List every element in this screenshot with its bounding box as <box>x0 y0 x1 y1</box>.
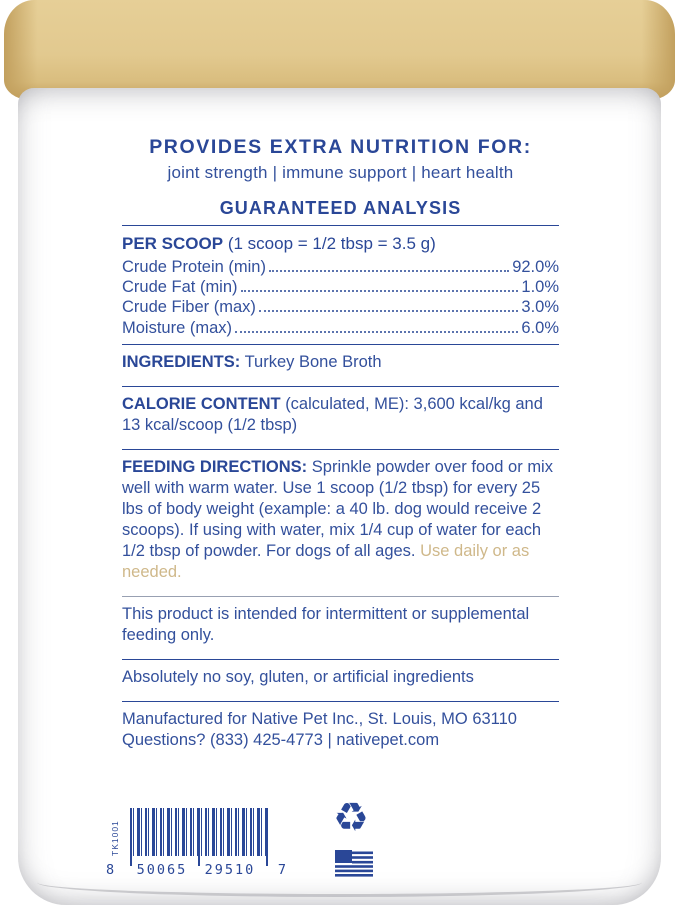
table-row <box>122 257 559 277</box>
feeding-directions-body: Sprinkle powder over food or mix well with warm water. Use 1 scoop (1/2 tbsp) for every 25 lbs of body weight (example: a 40 lb. dog would receive 2 scoops). If using with water, mix 1/4 cup of water for each 1/2 tbsp of powder. For dogs of all ages. <box>122 457 553 560</box>
nutrient-value: 92.0% <box>512 258 559 276</box>
barcode-digit-group: 29510 <box>204 862 256 878</box>
manufacturer-line2: Questions? (833) 425-4773 | nativepet.com <box>122 730 440 749</box>
nutrient-name: Moisture (max) <box>122 318 233 337</box>
sku-code: TK1001 <box>110 820 120 856</box>
ingredients-value: Turkey Bone Broth <box>244 352 382 371</box>
manufacturer-line1: Manufactured for Native Pet Inc., St. Louis, MO 63110 <box>122 709 517 728</box>
analysis-table <box>122 257 559 338</box>
dot-leader <box>259 310 519 312</box>
nutrient-value: 3.0% <box>521 298 559 317</box>
manufacturer-info <box>122 702 559 758</box>
per-scoop-label: PER SCOOP <box>122 234 224 253</box>
no-artificial-statement: Absolutely no soy, gluten, or artificial ingredients <box>122 667 474 686</box>
calorie-content-section <box>122 387 559 443</box>
nutrient-name: Crude Fiber (max) <box>122 298 256 317</box>
barcode-digit-group: 50065 <box>136 862 188 878</box>
recycle-icon: ♻ <box>333 796 369 840</box>
per-scoop-detail: (1 scoop = 1/2 tbsp = 3.5 g) <box>227 234 436 253</box>
us-flag-icon <box>335 850 373 878</box>
dot-leader <box>235 331 518 333</box>
upc-barcode <box>106 804 326 884</box>
nutrient-value: 1.0% <box>521 278 559 297</box>
feeding-directions-label: FEEDING DIRECTIONS: <box>122 457 308 476</box>
canister-lid <box>4 0 675 100</box>
nutrient-name: Crude Fat (min) <box>122 278 238 297</box>
barcode-digits <box>106 862 286 878</box>
benefits-line: joint strength | immune support | heart health <box>167 163 514 182</box>
ingredients-section <box>122 345 559 380</box>
table-row <box>122 318 559 338</box>
dot-leader <box>269 270 509 272</box>
intermittent-feeding-statement: This product is intended for intermittent or supplemental feeding only. <box>122 604 530 644</box>
nutrient-name: Crude Protein (min) <box>122 258 266 276</box>
provides-title: PROVIDES EXTRA NUTRITION FOR: <box>149 136 532 158</box>
barcode-guard-bar <box>266 808 268 866</box>
barcode-guard-bar <box>130 808 132 866</box>
calorie-content-label: CALORIE CONTENT <box>122 394 281 413</box>
feeding-directions-highlight: Use daily or as needed. <box>122 541 530 581</box>
canister-body <box>18 88 661 905</box>
barcode-guard-bar <box>198 808 200 866</box>
ingredients-label: INGREDIENTS: <box>122 352 241 371</box>
table-row <box>122 297 559 317</box>
divider <box>122 225 559 226</box>
barcode-digit-group: 7 <box>277 862 286 878</box>
table-row <box>122 277 559 297</box>
nutrient-value: 6.0% <box>521 318 559 337</box>
per-scoop-line <box>122 233 559 255</box>
barcode-digit-group: 8 <box>106 862 115 878</box>
dot-leader <box>241 290 519 292</box>
feeding-directions-section <box>122 450 559 590</box>
guaranteed-analysis-title: GUARANTEED ANALYSIS <box>219 198 462 218</box>
back-label <box>122 135 559 758</box>
calorie-content-value: (calculated, ME): 3,600 kcal/kg and 13 kcal/scoop (1/2 tbsp) <box>122 394 543 434</box>
